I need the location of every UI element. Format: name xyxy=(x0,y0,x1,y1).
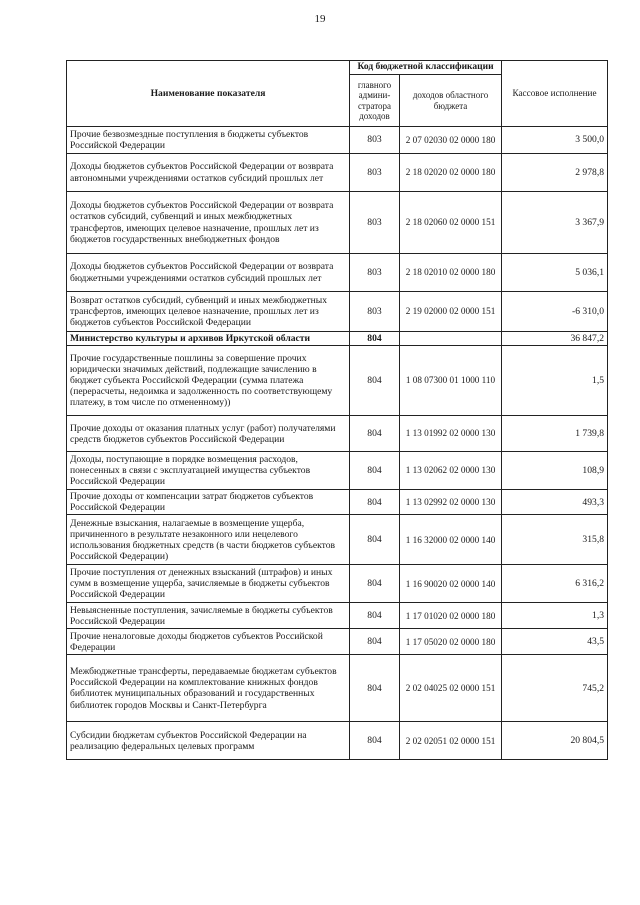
table-row xyxy=(67,603,608,629)
table-row xyxy=(67,565,608,603)
row-name: Прочие государственные пошлины за совершение прочих юридически значимых действий, подлежащие зачислению в бюджет субъекта Российской Федерации (сумма платежа (перерасчеты, недоимка и задолженность по соответствующему платежу, в том числе по отмененному)) xyxy=(67,346,350,416)
row-amount: 1,5 xyxy=(502,346,608,416)
row-admin-code: 804 xyxy=(350,603,400,629)
row-budget-code: 1 17 01020 02 0000 180 xyxy=(400,603,502,629)
column-header-name: Наименование показателя xyxy=(67,61,350,127)
row-admin-code: 804 xyxy=(350,490,400,515)
row-amount: 493,3 xyxy=(502,490,608,515)
row-name: Прочие поступления от денежных взысканий (штрафов) и иных сумм в возмещение ущерба, зачисляемые в бюджеты субъектов Российской Федерации xyxy=(67,565,350,603)
row-name: Прочие безвозмездные поступления в бюджеты субъектов Российской Федерации xyxy=(67,127,350,154)
row-admin-code: 804 xyxy=(350,655,400,722)
row-name: Возврат остатков субсидий, субвенций и иных межбюджетных трансфертов, имеющих целевое назначение, прошлых лет из бюджетов субъектов Российской Федерации xyxy=(67,292,350,332)
table-row xyxy=(67,452,608,490)
row-budget-code: 2 02 04025 02 0000 151 xyxy=(400,655,502,722)
table-row xyxy=(67,346,608,416)
table-row xyxy=(67,192,608,254)
row-budget-code: 1 08 07300 01 1000 110 xyxy=(400,346,502,416)
table-row xyxy=(67,722,608,760)
table-row xyxy=(67,292,608,332)
row-amount: 108,9 xyxy=(502,452,608,490)
column-header-regional-budget-code: доходов областного бюджета xyxy=(400,75,502,127)
row-budget-code: 2 18 02020 02 0000 180 xyxy=(400,154,502,192)
row-admin-code: 803 xyxy=(350,292,400,332)
row-admin-code: 804 xyxy=(350,416,400,452)
column-header-budget-classification: Код бюджетной классификации xyxy=(350,61,502,75)
revenue-table xyxy=(66,60,608,760)
row-budget-code: 2 07 02030 02 0000 180 xyxy=(400,127,502,154)
row-amount: 6 316,2 xyxy=(502,565,608,603)
table-row xyxy=(67,629,608,655)
row-admin-code: 804 xyxy=(350,629,400,655)
row-amount: 745,2 xyxy=(502,655,608,722)
row-admin-code: 803 xyxy=(350,192,400,254)
row-budget-code: 1 13 02062 02 0000 130 xyxy=(400,452,502,490)
row-budget-code: 1 13 01992 02 0000 130 xyxy=(400,416,502,452)
row-name: Субсидии бюджетам субъектов Российской Федерации на реализацию федеральных целевых программ xyxy=(67,722,350,760)
row-admin-code: 803 xyxy=(350,127,400,154)
row-name: Денежные взыскания, налагаемые в возмещение ущерба, причиненного в результате незаконного или нецелевого использования бюджетных средств (в части бюджетов субъектов Российской Федерации) xyxy=(67,515,350,565)
row-admin-code: 804 xyxy=(350,565,400,603)
row-budget-code: 2 18 02060 02 0000 151 xyxy=(400,192,502,254)
row-budget-code xyxy=(400,332,502,346)
row-amount: 2 978,8 xyxy=(502,154,608,192)
row-budget-code: 2 02 02051 02 0000 151 xyxy=(400,722,502,760)
column-header-cash-execution: Кассовое исполнение xyxy=(502,61,608,127)
column-header-chief-administrator: главного админи-стратора доходов xyxy=(350,75,400,127)
row-admin-code: 803 xyxy=(350,254,400,292)
row-name: Межбюджетные трансферты, передаваемые бюджетам субъектов Российской Федерации на комплектование книжных фондов библиотек муниципальных образований и государственных библиотек городов Москвы и Санкт-Петербурга xyxy=(67,655,350,722)
row-amount: 315,8 xyxy=(502,515,608,565)
row-admin-code: 804 xyxy=(350,452,400,490)
row-name: Доходы бюджетов субъектов Российской Федерации от возврата бюджетными учреждениями остатков субсидий прошлых лет xyxy=(67,254,350,292)
row-amount: 3 500,0 xyxy=(502,127,608,154)
row-amount: -6 310,0 xyxy=(502,292,608,332)
row-name: Прочие неналоговые доходы бюджетов субъектов Российской Федерации xyxy=(67,629,350,655)
row-amount: 3 367,9 xyxy=(502,192,608,254)
table-row xyxy=(67,154,608,192)
row-amount: 20 804,5 xyxy=(502,722,608,760)
row-amount: 1,3 xyxy=(502,603,608,629)
row-name: Доходы бюджетов субъектов Российской Федерации от возврата остатков субсидий, субвенций и иных межбюджетных трансфертов, имеющих целевое назначение, прошлых лет из бюджетов государственных внебюджетных фондов xyxy=(67,192,350,254)
row-name: Доходы, поступающие в порядке возмещения расходов, понесенных в связи с эксплуатацией имущества субъектов Российской Федерации xyxy=(67,452,350,490)
table-row xyxy=(67,254,608,292)
page-number: 19 xyxy=(314,13,326,25)
row-budget-code: 1 13 02992 02 0000 130 xyxy=(400,490,502,515)
row-name: Прочие доходы от оказания платных услуг (работ) получателями средств бюджетов субъектов Российской Федерации xyxy=(67,416,350,452)
table-row xyxy=(67,416,608,452)
row-name: Доходы бюджетов субъектов Российской Федерации от возврата автономными учреждениями остатков субсидий прошлых лет xyxy=(67,154,350,192)
row-budget-code: 2 19 02000 02 0000 151 xyxy=(400,292,502,332)
row-amount: 36 847,2 xyxy=(502,332,608,346)
row-admin-code: 804 xyxy=(350,346,400,416)
row-amount: 5 036,1 xyxy=(502,254,608,292)
row-amount: 43,5 xyxy=(502,629,608,655)
row-admin-code: 804 xyxy=(350,722,400,760)
row-name: Прочие доходы от компенсации затрат бюджетов субъектов Российской Федерации xyxy=(67,490,350,515)
row-name: Министерство культуры и архивов Иркутской области xyxy=(67,332,350,346)
row-name: Невыясненные поступления, зачисляемые в бюджеты субъектов Российской Федерации xyxy=(67,603,350,629)
row-budget-code: 2 18 02010 02 0000 180 xyxy=(400,254,502,292)
row-admin-code: 803 xyxy=(350,154,400,192)
row-budget-code: 1 16 90020 02 0000 140 xyxy=(400,565,502,603)
table-row xyxy=(67,515,608,565)
table-row xyxy=(67,655,608,722)
table-row xyxy=(67,490,608,515)
row-admin-code: 804 xyxy=(350,332,400,346)
row-budget-code: 1 16 32000 02 0000 140 xyxy=(400,515,502,565)
row-admin-code: 804 xyxy=(350,515,400,565)
row-budget-code: 1 17 05020 02 0000 180 xyxy=(400,629,502,655)
row-amount: 1 739,8 xyxy=(502,416,608,452)
table-row xyxy=(67,127,608,154)
ministry-row xyxy=(67,332,608,346)
